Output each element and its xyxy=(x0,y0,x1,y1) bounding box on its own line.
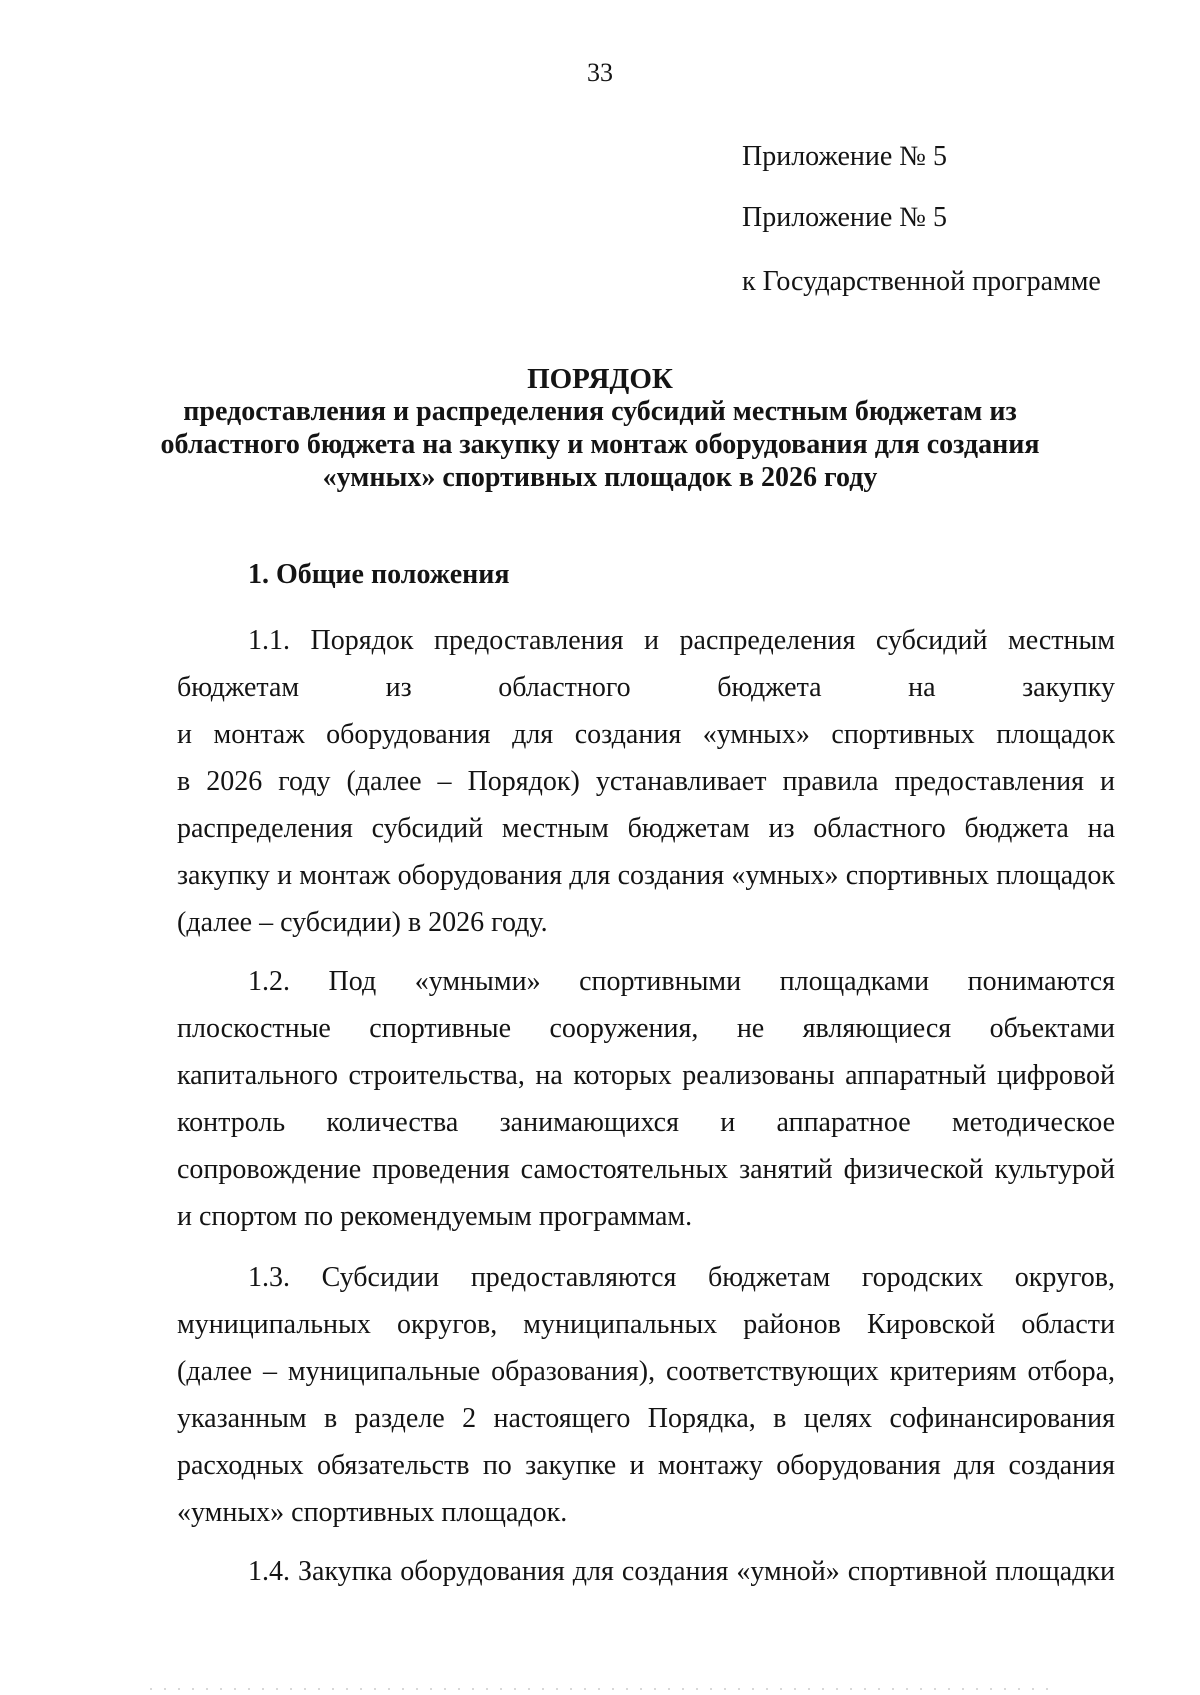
paragraph-line: 1.4. Закупка оборудования для создания «умной» спортивной площадки xyxy=(248,1556,1115,1587)
section-heading: 1. Общие положения xyxy=(248,559,510,590)
paragraph-line: 1.2. Под «умными» спортивными площадками понимаются xyxy=(248,966,1115,997)
paragraph-line: сопровождение проведения самостоятельных занятий физической культурой xyxy=(177,1154,1115,1185)
attachment-label: Приложение № 5 xyxy=(742,141,947,172)
attachment-label: Приложение № 5 xyxy=(742,202,947,233)
paragraph-line: и монтаж оборудования для создания «умных» спортивных площадок xyxy=(177,719,1115,750)
paragraph-line: расходных обязательств по закупке и монтажу оборудования для создания xyxy=(177,1450,1115,1481)
document-subtitle: областного бюджета на закупку и монтаж оборудования для создания xyxy=(160,429,1040,460)
paragraph-line: указанным в разделе 2 настоящего Порядка, в целях софинансирования xyxy=(177,1403,1115,1434)
paragraph-line: плоскостные спортивные сооружения, не являющиеся объектами xyxy=(177,1013,1115,1044)
paragraph-line: (далее – субсидии) в 2026 году. xyxy=(177,907,548,938)
document-title: ПОРЯДОК xyxy=(527,363,673,395)
attachment-reference: к Государственной программе xyxy=(742,266,1101,297)
page-number: 33 xyxy=(587,58,613,87)
paragraph-line: (далее – муниципальные образования), соответствующих критериям отбора, xyxy=(177,1356,1115,1387)
paragraph-line: и спортом по рекомендуемым программам. xyxy=(177,1201,693,1232)
document-subtitle: «умных» спортивных площадок в 2026 году xyxy=(322,462,878,493)
paragraph-line: закупку и монтаж оборудования для создания «умных» спортивных площадок xyxy=(177,860,1115,891)
paragraph-line: 1.3. Субсидии предоставляются бюджетам городских округов, xyxy=(248,1262,1115,1293)
paragraph-line: бюджетам из областного бюджета на закупку xyxy=(177,672,1115,703)
paragraph-line: 1.1. Порядок предоставления и распределения субсидий местным xyxy=(248,625,1115,656)
paragraph-line: «умных» спортивных площадок. xyxy=(177,1497,568,1528)
scan-artifact-divider xyxy=(150,1688,1050,1690)
paragraph-line: капитального строительства, на которых реализованы аппаратный цифровой xyxy=(177,1060,1115,1091)
document-subtitle: предоставления и распределения субсидий местным бюджетам из xyxy=(183,396,1017,427)
paragraph-line: муниципальных округов, муниципальных районов Кировской области xyxy=(177,1309,1115,1340)
paragraph-line: распределения субсидий местным бюджетам из областного бюджета на xyxy=(177,813,1115,844)
paragraph-line: контроль количества занимающихся и аппаратное методическое xyxy=(177,1107,1115,1138)
paragraph-line: в 2026 году (далее – Порядок) устанавливает правила предоставления и xyxy=(177,766,1115,797)
